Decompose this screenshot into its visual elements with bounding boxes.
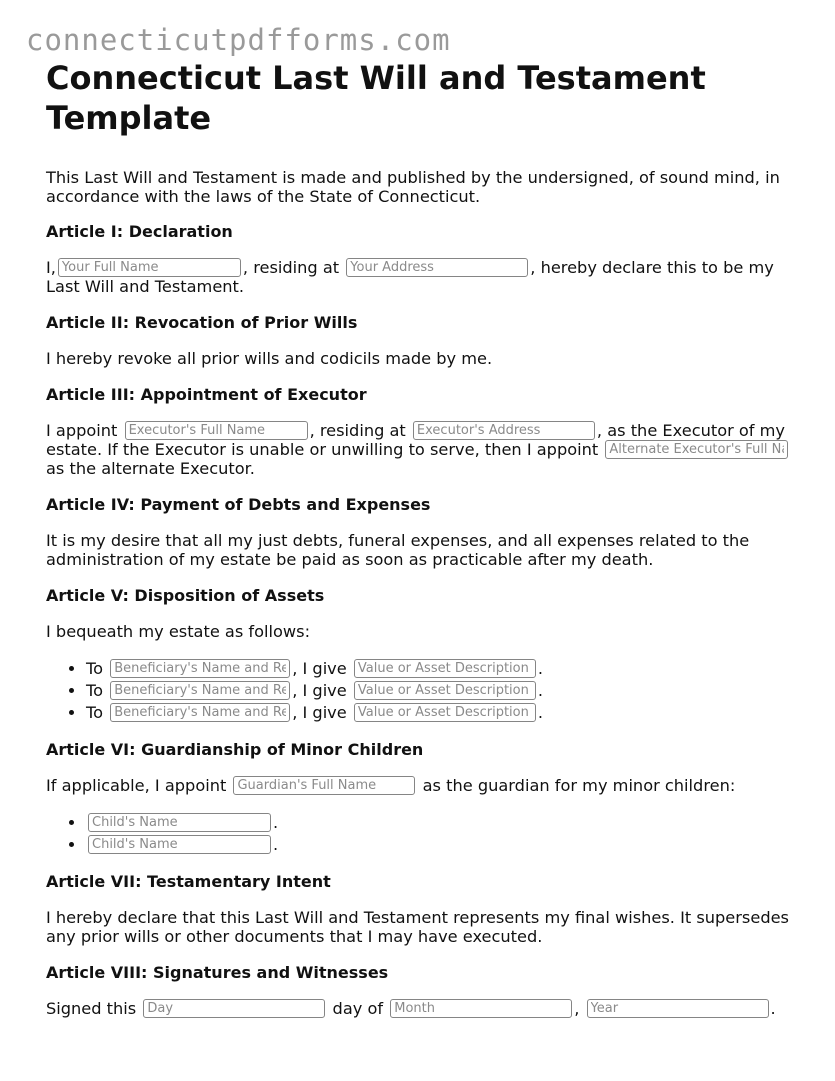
article-1-text-3: , hereby declare this to be my Last Will and Testament. (46, 258, 774, 296)
article-4-heading: Article IV: Payment of Debts and Expenses (46, 495, 431, 514)
article-5-heading: Article V: Disposition of Assets (46, 586, 325, 605)
period: . (537, 703, 544, 722)
period: . (537, 681, 544, 700)
year-input[interactable] (587, 999, 769, 1018)
day-of-label: day of (332, 999, 384, 1018)
give-label: , I give (292, 681, 347, 700)
asset-input[interactable] (354, 703, 536, 722)
article-6-text-1: If applicable, I appoint (46, 776, 227, 795)
full-name-input[interactable] (58, 258, 241, 277)
article-7-text: I hereby declare that this Last Will and Testament represents my final wishes. It supersedes any prior wills or other documents that I may have executed. (46, 908, 789, 946)
alternate-executor-input[interactable] (605, 440, 788, 459)
article-6-heading: Article VI: Guardianship of Minor Children (46, 740, 424, 759)
beneficiary-input[interactable] (110, 681, 290, 700)
article-1-text-1: I, (46, 258, 56, 277)
article-7-heading: Article VII: Testamentary Intent (46, 872, 331, 891)
beneficiary-input[interactable] (110, 659, 290, 678)
period: . (273, 835, 279, 854)
to-label: To (86, 703, 104, 722)
children-list (46, 812, 796, 856)
intro-paragraph: This Last Will and Testament is made and published by the undersigned, of sound mind, in accordance with the laws of the State of Connecticut. (46, 168, 780, 206)
article-3-text-1: I appoint (46, 421, 118, 440)
article-6-text (46, 776, 796, 795)
article-6-text-2: as the guardian for my minor children: (422, 776, 736, 795)
article-5-text: I bequeath my estate as follows: (46, 622, 311, 641)
asset-input[interactable] (354, 659, 536, 678)
give-label: , I give (292, 703, 347, 722)
child-name-input[interactable] (88, 835, 271, 854)
beneficiary-input[interactable] (110, 703, 290, 722)
article-3-text-4: as the alternate Executor. (46, 459, 255, 478)
page-title: Connecticut Last Will and Testament Template (46, 59, 706, 137)
article-2-heading: Article II: Revocation of Prior Wills (46, 313, 358, 332)
bequest-list (46, 658, 796, 724)
list-item (86, 680, 796, 702)
child-name-input[interactable] (88, 813, 271, 832)
period: . (273, 813, 279, 832)
month-input[interactable] (390, 999, 572, 1018)
site-watermark: connecticutpdfforms.com (26, 23, 451, 57)
article-4-text: It is my desire that all my just debts, funeral expenses, and all expenses related to the administration of my estate be paid as soon as practicable after my death. (46, 531, 750, 569)
list-item (86, 702, 796, 724)
executor-address-input[interactable] (413, 421, 595, 440)
asset-input[interactable] (354, 681, 536, 700)
will-document (46, 58, 796, 1035)
article-3-heading: Article III: Appointment of Executor (46, 385, 367, 404)
to-label: To (86, 659, 104, 678)
give-label: , I give (292, 659, 347, 678)
guardian-name-input[interactable] (233, 776, 415, 795)
list-item (86, 834, 796, 856)
list-item (86, 658, 796, 680)
article-2-text: I hereby revoke all prior wills and codicils made by me. (46, 349, 493, 368)
day-input[interactable] (143, 999, 325, 1018)
article-3-text-3: , as the Executor of my estate. If the Executor is unable or unwilling to serve, then I appoint (46, 421, 785, 459)
executor-name-input[interactable] (125, 421, 308, 440)
to-label: To (86, 681, 104, 700)
article-8-heading: Article VIII: Signatures and Witnesses (46, 963, 389, 982)
list-item (86, 812, 796, 834)
period: . (537, 659, 544, 678)
period: . (770, 999, 776, 1018)
address-input[interactable] (346, 258, 528, 277)
article-8-text (46, 999, 796, 1018)
article-1-text (46, 258, 796, 296)
article-1-text-2: , residing at (242, 258, 340, 277)
signed-this-label: Signed this (46, 999, 137, 1018)
article-3-text (46, 421, 796, 478)
article-3-text-2: , residing at (309, 421, 406, 440)
article-1-heading: Article I: Declaration (46, 222, 233, 241)
comma: , (574, 999, 580, 1018)
